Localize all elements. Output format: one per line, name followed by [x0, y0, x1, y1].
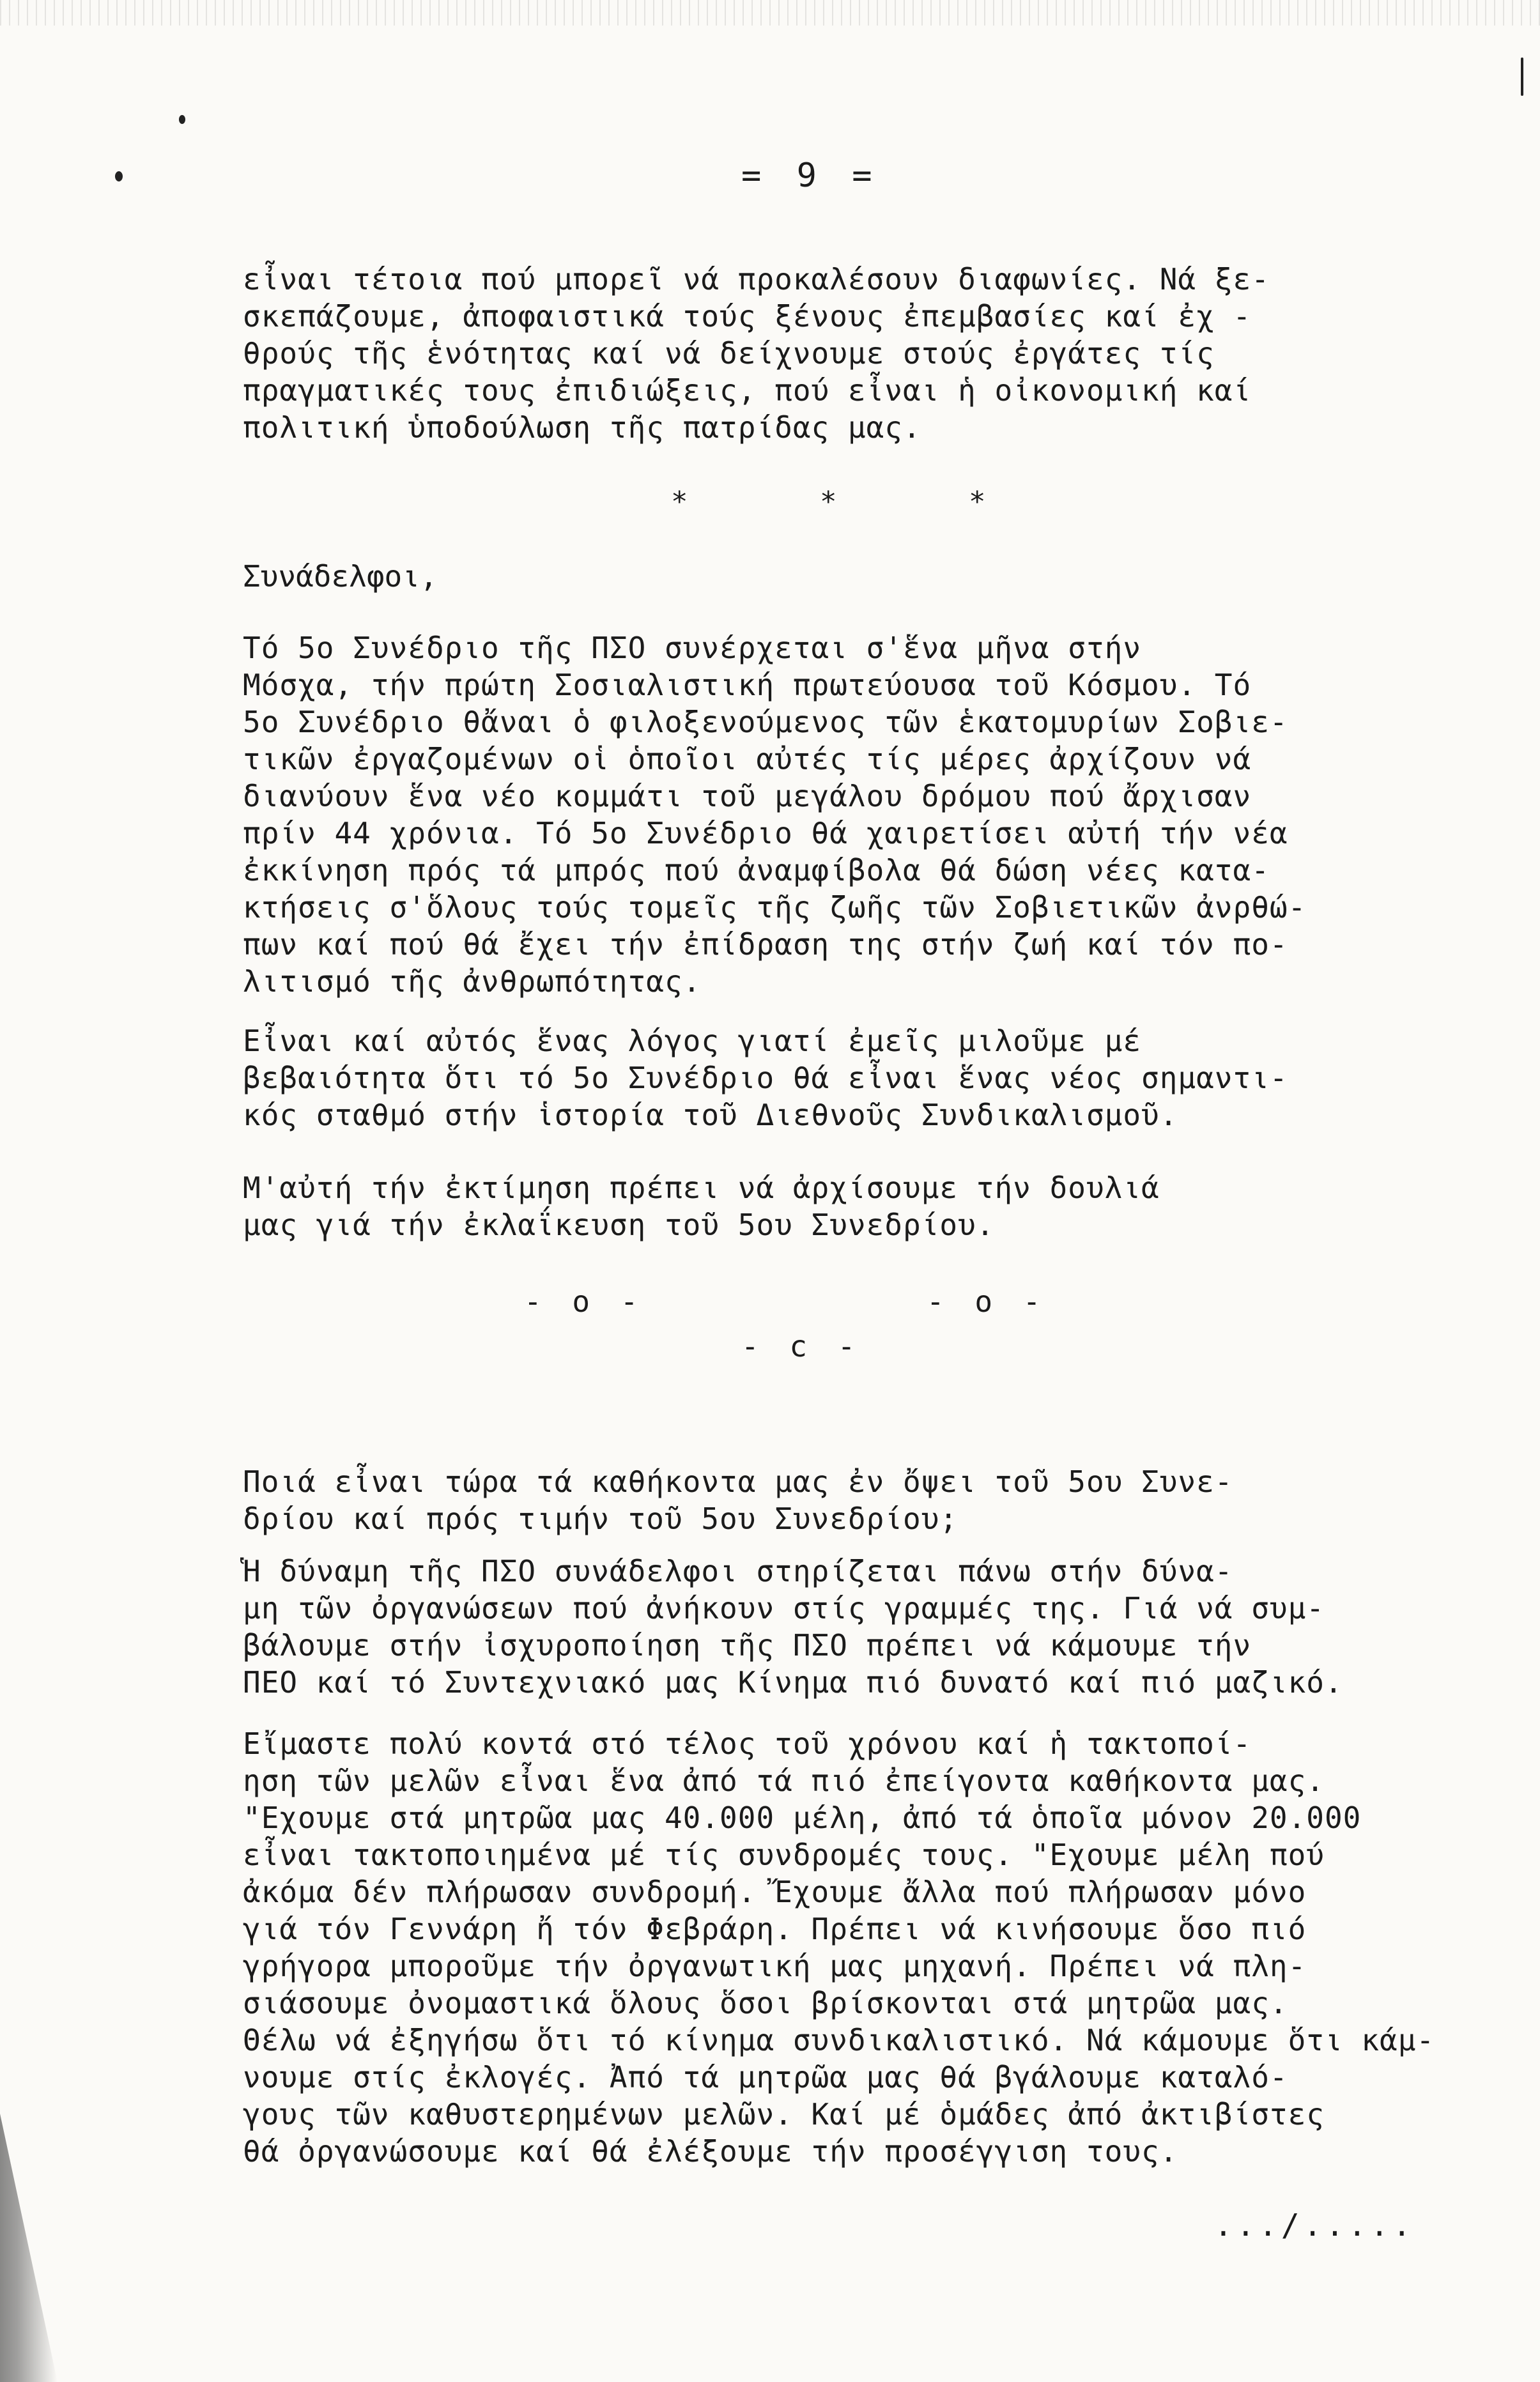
salutation: Συνάδελφοι,	[243, 559, 438, 594]
paragraph-2: Τό 5ο Συνέδριο τῆς ΠΣΟ συνέρχεται σ'ἕνα μῆνα στήν Μόσχα, τήν πρώτη Σοσιαλιστική πρωτεύουσα τοῦ Κόσμου. Τό 5ο Συνέδριο θἄναι ὁ φιλοξενούμενος τῶν ἑκατομυρίων Σοβιε- τικῶν ἐργαζομένων οἱ ὁποῖοι αὐτές τίς μέρες ἀρχίζουν νά διανύουν ἕνα νέο κομμάτι τοῦ μεγάλου δρόμου πού ἄρχισαν πρίν 44 χρόνια. Τό 5ο Συνέδριο θά χαιρετίσει αὐτή τήν νέα ἐκκίνηση πρός τά μπρός πού ἀναμφίβολα θά δώση νέες κατα- κτήσεις σ'ὅλους τούς τομεῖς τῆς ζωῆς τῶν Σοβιετικῶν ἀνρθώ- πων καί πού θά ἔχει τήν ἐπίδραση της στήν ζωή καί τόν πο- λιτισμό τῆς ἀνθρωπότητας.	[243, 631, 1307, 999]
paragraph-7: Εἴμαστε πολύ κοντά στό τέλος τοῦ χρόνου καί ἡ τακτοποί- ηση τῶν μελῶν εἶναι ἕνα ἀπό τά πιό ἐπείγοντα καθήκοντα μας. "Εχουμε στά μητρῶα μας 40.000 μέλη, ἀπό τά ὁποῖα μόνον 20.000 εἶναι τακτοποιημένα μέ τίς συνδρομές τους. "Εχουμε μέλη πού ἀκόμα δέν πλήρωσαν συνδρομή. Ἔχουμε ἄλλα πού πλήρωσαν μόνο γιά τόν Γεννάρη ἤ τόν Φεβράρη. Πρέπει νά κινήσουμε ὅσο πιό γρήγορα μποροῦμε τήν ὀργανωτική μας μηχανή. Πρέπει νά πλη- σιάσουμε ὀνομαστικά ὅλους ὅσοι βρίσκονται στά μητρῶα μας. Θέλω νά ἐξηγήσω ὅτι τό κίνημα συνδικαλιστικό. Νά κάμουμε ὅτι κάμ- νουμε στίς ἐκλογές. Ἀπό τά μητρῶα μας θά βγάλουμε καταλό- γους τῶν καθυστερημένων μελῶν. Καί μέ ὁμάδες ἀπό ἀκτιβίστες θά ὀργανώσουμε καί θά ἐλέξουμε τήν προσέγγιση τους.	[243, 1726, 1435, 2169]
ink-speck	[115, 171, 123, 181]
ink-speck	[179, 115, 185, 124]
separator-center: - c -	[741, 1329, 862, 1364]
scan-left-edge-shadow	[0, 2114, 58, 2382]
paragraph-6: Ἡ δύναμη τῆς ΠΣΟ συνάδελφοι στηρίζεται πάνω στήν δύνα- μη τῶν ὀργανώσεων πού ἀνήκουν στίς γραμμές της. Γιά νά συμ- βάλουμε στήν ἰσχυροποίηση τῆς ΠΣΟ πρέπει νά κάμουμε τήν ΠΕΟ καί τό Συντεχνιακό μας Κίνημα πιό δυνατό καί πιό μαζικό.	[243, 1554, 1343, 1700]
paragraph-4: Μ'αὐτή τήν ἐκτίμηση πρέπει νά ἀρχίσουμε τήν δουλιά μας γιά τήν ἐκλαΐκευση τοῦ 5ου Συνεδρίου.	[243, 1171, 1160, 1242]
section-break-stars: * * *	[671, 486, 1043, 518]
separator-right: - ο -	[927, 1284, 1047, 1319]
paragraph-1: εἶναι τέτοια πού μπορεῖ νά προκαλέσουν διαφωνίες. Νά ξε- σκεπάζουμε, ἀποφαιστικά τούς ξένους ἐπεμβασίες καί ἐχ - θρούς τῆς ἑνότητας καί νά δείχνουμε στούς ἐργάτες τίς πραγματικές τους ἐπιδιώξεις, πού εἶναι ἡ οἰκονομική καί πολιτική ὑποδούλωση τῆς πατρίδας μας.	[243, 262, 1270, 445]
page-number: = 9 =	[741, 157, 880, 195]
separator-left: - ο -	[524, 1284, 645, 1319]
scan-top-edge-noise	[0, 0, 1540, 26]
paragraph-3: Εἶναι καί αὐτός ἕνας λόγος γιατί ἐμεῖς μιλοῦμε μέ βεβαιότητα ὅτι τό 5ο Συνέδριο θά εἶναι ἕνας νέος σημαντι- κός σταθμό στήν ἱστορία τοῦ Διεθνοῦς Συνδικαλισμοῦ.	[243, 1024, 1288, 1132]
ink-speck	[1521, 58, 1523, 96]
paragraph-5: Ποιά εἶναι τώρα τά καθήκοντα μας ἐν ὄψει τοῦ 5ου Συνε- δρίου καί πρός τιμήν τοῦ 5ου Συνεδρίου;	[243, 1464, 1233, 1536]
continuation-marker: .../.....	[1214, 2208, 1415, 2243]
